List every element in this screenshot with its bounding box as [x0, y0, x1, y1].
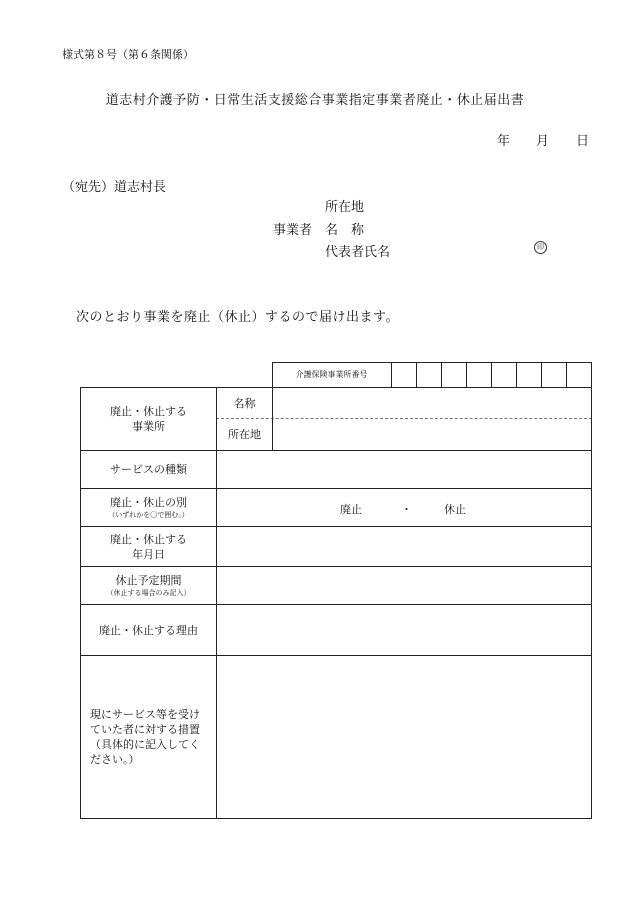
- category-note: （いずれかを〇で囲む。）: [108, 511, 189, 519]
- applicant-address-label: 所在地: [325, 200, 365, 215]
- category-separator: ・: [401, 503, 412, 516]
- measures-label: 現にサービス等を受け ていた者に対する措置 （具体的に記入してく ださい。）: [90, 708, 200, 766]
- date-month-label: 月: [536, 134, 550, 149]
- addressee: （宛先）道志村長: [62, 180, 167, 195]
- category-option-abolish[interactable]: 廃止: [340, 503, 362, 516]
- service-type-input[interactable]: [217, 451, 591, 488]
- applicant-group-label: 事業者: [273, 223, 313, 238]
- provider-number-input[interactable]: [392, 363, 591, 387]
- establishment-address-label: 所在地: [228, 428, 261, 441]
- date-row-label-line2: 年月日: [132, 547, 165, 561]
- reason-label: 廃止・休止する理由: [99, 623, 198, 637]
- date-year-label: 年: [497, 134, 511, 149]
- measures-input[interactable]: [217, 656, 591, 818]
- establishment-address-input[interactable]: [273, 419, 591, 450]
- establishment-label-line1: 廃止・休止する: [110, 405, 187, 418]
- category-option-suspend[interactable]: 休止: [444, 503, 466, 516]
- applicant-name-label: 名 称: [325, 223, 365, 238]
- category-label-text: 廃止・休止の別: [110, 496, 187, 509]
- suspension-period-label: [81, 567, 216, 604]
- establishment-name-label: 名称: [233, 396, 256, 410]
- date-row-label-line1: 廃止・休止する: [110, 532, 187, 546]
- applicant-representative-label: 代表者氏名: [325, 245, 391, 260]
- establishment-label-line2: 事業所: [132, 420, 165, 433]
- intro-statement: 次のとおり事業を廃止（休止）するので届け出ます。: [76, 310, 399, 325]
- document-title: 道志村介護予防・日常生活支援総合事業指定事業者廃止・休止届出書: [105, 93, 525, 108]
- date-row-input[interactable]: [217, 527, 591, 566]
- form-number: 様式第８号（第６条関係）: [62, 48, 194, 61]
- establishment-name-input[interactable]: [273, 388, 591, 418]
- suspension-period-label-text: 休止予定期間: [115, 574, 182, 587]
- date-row-label: [81, 527, 216, 566]
- reason-input[interactable]: [217, 605, 591, 655]
- establishment-label: [81, 388, 216, 450]
- date-day-label: 日: [576, 134, 590, 149]
- service-type-label: サービスの種類: [110, 463, 187, 476]
- seal-mark: 印: [534, 241, 547, 254]
- category-label: [81, 489, 216, 526]
- provider-number-label: 介護保険事業所番号: [295, 370, 368, 379]
- suspension-period-input[interactable]: [217, 567, 591, 604]
- suspension-period-note: （休止する場合のみ記入）: [106, 589, 191, 597]
